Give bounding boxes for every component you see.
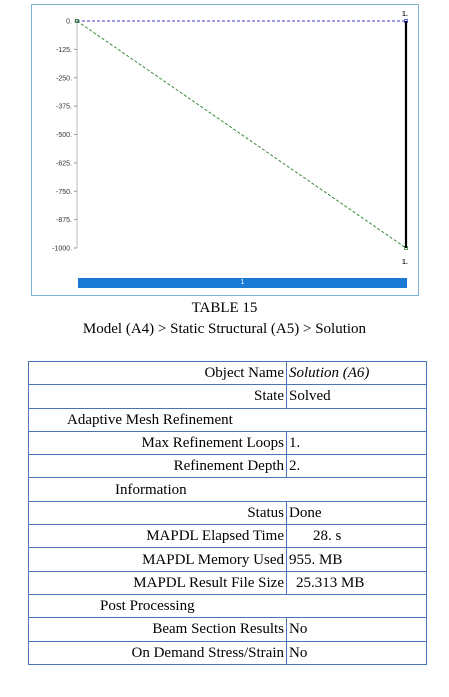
property-name: MAPDL Elapsed Time (29, 525, 287, 548)
property-value: Solution (A6) (287, 362, 427, 385)
chart-panel (31, 4, 419, 296)
property-name: State (29, 385, 287, 408)
table-row (29, 571, 427, 594)
load-chart (32, 5, 418, 295)
property-name: Object Name (29, 362, 287, 385)
property-name: Max Refinement Loops (29, 431, 287, 454)
table-row (29, 548, 427, 571)
timeline-bar[interactable] (78, 278, 407, 288)
y-tick-label: -625. (56, 160, 72, 168)
table-row (29, 431, 427, 454)
y-tick-label: -125. (56, 46, 72, 54)
table-row (29, 618, 427, 641)
table-row (29, 594, 427, 617)
property-value: 25.313 MB (287, 571, 427, 594)
property-name: MAPDL Result File Size (29, 571, 287, 594)
property-value: 28. s (287, 525, 427, 548)
y-tick-label: -250. (56, 75, 72, 83)
y-tick-label: -875. (56, 217, 72, 225)
timeline-label: 1 (240, 279, 245, 286)
property-name: Beam Section Results (29, 618, 287, 641)
property-name: MAPDL Memory Used (29, 548, 287, 571)
property-value: No (287, 618, 427, 641)
table-row (29, 362, 427, 385)
y-tick-label: -375. (56, 103, 72, 111)
property-name: Refinement Depth (29, 455, 287, 478)
table-row (29, 455, 427, 478)
table-row (29, 501, 427, 524)
table-row (29, 641, 427, 664)
category-label: Adaptive Mesh Refinement (29, 408, 427, 431)
end-label-bottom: 1. (402, 259, 408, 266)
property-name: Status (29, 501, 287, 524)
property-value: 955. MB (287, 548, 427, 571)
table-row (29, 385, 427, 408)
category-label: Post Processing (29, 594, 427, 617)
y-tick-label: -1000. (52, 245, 72, 253)
caption-title: TABLE 15 (191, 300, 258, 316)
table-row (29, 525, 427, 548)
y-tick-label: -500. (56, 132, 72, 139)
series-line (77, 21, 406, 248)
table-row (29, 478, 427, 501)
solution-properties-table (28, 361, 427, 665)
property-value: Done (287, 501, 427, 524)
y-tick-label: 0. (66, 18, 72, 26)
property-value: 2. (287, 455, 427, 478)
property-value: 1. (287, 431, 427, 454)
y-tick-label: -750. (56, 188, 72, 196)
category-label: Information (29, 478, 427, 501)
property-name: On Demand Stress/Strain (29, 641, 287, 664)
property-value: No (287, 641, 427, 664)
table-row (29, 408, 427, 431)
end-label-top: 1. (402, 11, 408, 18)
property-value: Solved (287, 385, 427, 408)
table-caption (0, 298, 449, 340)
caption-path: Model (A4) > Static Structural (A5) > Solution (82, 321, 367, 337)
